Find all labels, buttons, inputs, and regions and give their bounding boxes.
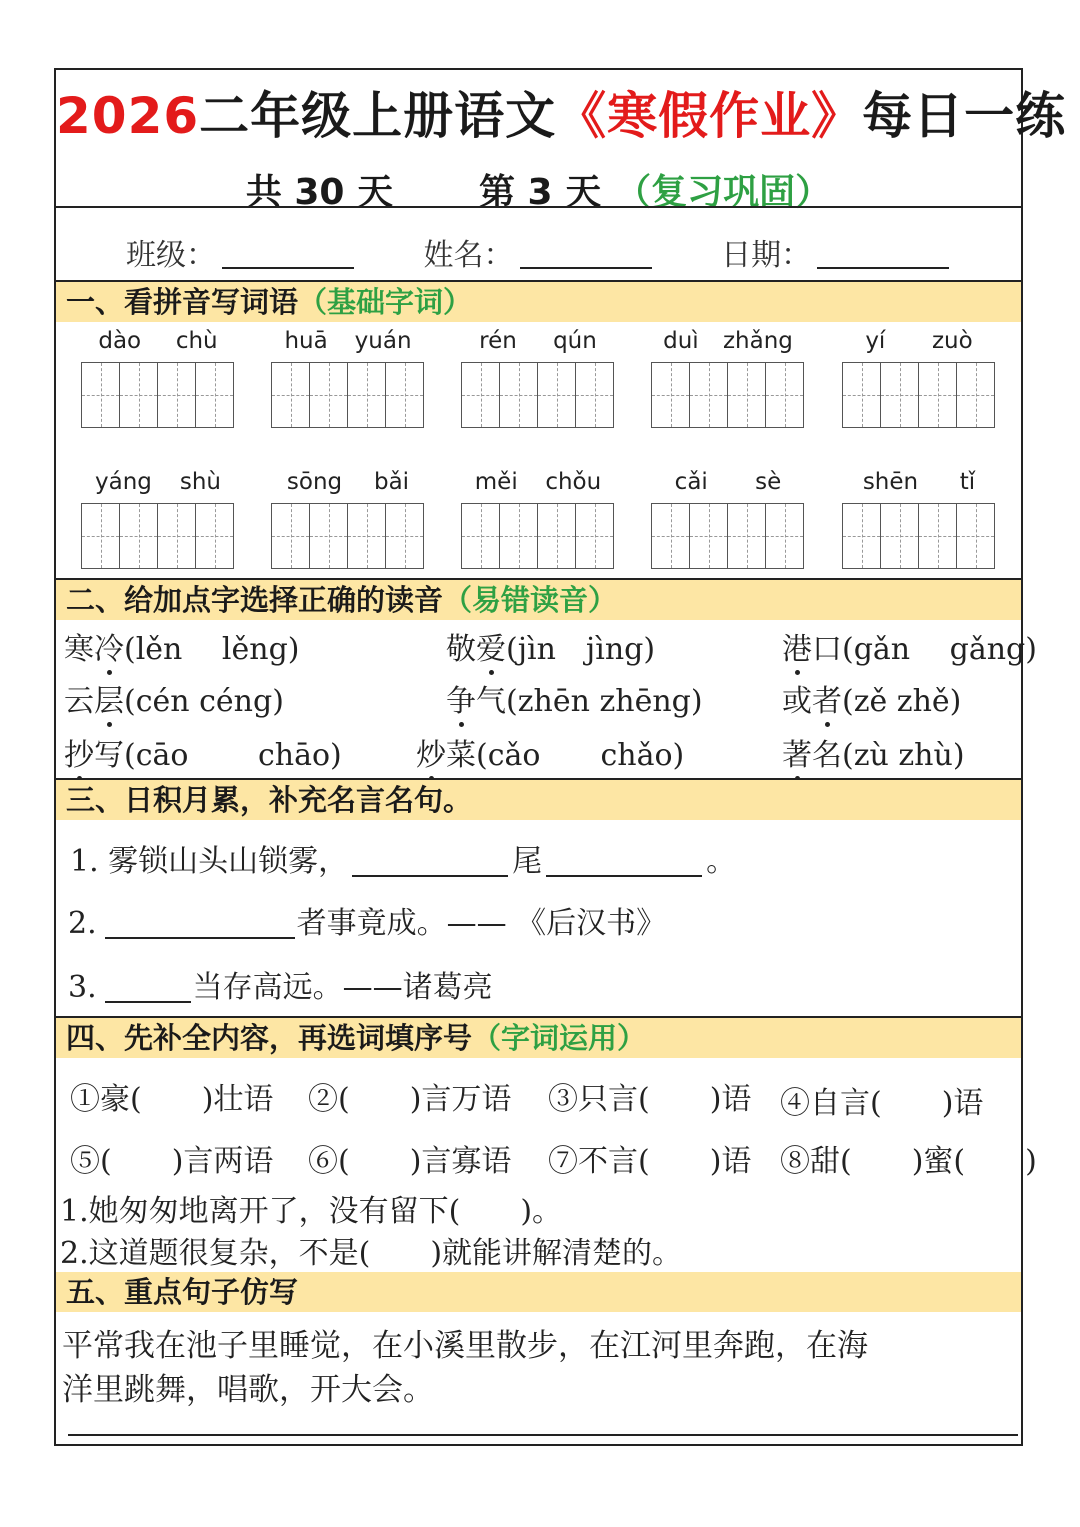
page-title [56,76,1067,148]
reading-options[interactable]: (zù zhù) [842,738,965,773]
section1-title: 一、看拼音写词语 [66,285,299,319]
idiom-item[interactable]: ①豪( )壮语 [70,1082,274,1117]
pinyin-syllable: sè [755,469,782,495]
quote-2 [68,898,666,942]
tianzi-grid[interactable] [651,362,804,428]
class-blank[interactable] [222,239,354,269]
name-field [424,230,652,274]
tianzi-grid[interactable] [271,503,424,569]
section3-heading [56,780,1021,820]
pinyin-syllable: zhǎng [722,328,793,354]
pinyin-item [271,328,425,428]
dotted-char: 港 [782,632,812,667]
section2-heading [56,580,1021,620]
dotted-char: 争 [446,684,476,719]
quote-1-blank-b[interactable] [546,849,702,877]
name-blank[interactable] [520,239,652,269]
quote-1-text: 1. 雾锁山头山锁雾， [70,844,349,879]
tianzi-grid[interactable] [271,362,424,428]
tianzi-grid[interactable] [651,503,804,569]
pinyin-syllable: dào [98,328,142,354]
dotted-char: 著 [782,738,812,773]
quote-3-blank[interactable] [105,975,191,1003]
model-sentence-line2: 洋里跳舞，唱歌，开大会。 [62,1372,434,1408]
fill-sentence-2[interactable]: 2.这道题很复杂，不是( )就能讲解清楚的。 [60,1236,683,1271]
quote-2-blank[interactable] [105,911,295,939]
reading-options[interactable]: (cǎo chǎo) [476,738,685,773]
section4-title: 四、先补全内容，再选词填序号 [66,1021,473,1055]
section2-tag: （易错读音） [443,583,618,617]
reading-item [782,730,965,774]
idiom-item[interactable]: ④自言( )语 [780,1086,984,1121]
pinyin-syllable: zuò [931,328,973,354]
reading-char: 口 [812,632,842,667]
reading-options[interactable]: (cāo chāo) [124,738,342,773]
day-note: （复习巩固） [615,172,832,213]
pinyin-item [842,328,996,428]
title-work: 《寒假作业》 [556,87,863,145]
pinyin-item [651,328,805,428]
quote-2-num: 2. [68,906,97,941]
reading-item [446,676,703,720]
pinyin-item [461,328,615,428]
date-field [721,230,949,274]
section1-tag: （基础字词） [298,285,473,319]
tianzi-grid[interactable] [461,362,614,428]
idiom-item[interactable]: ⑦不言( )语 [548,1144,752,1179]
pinyin-item [842,469,996,569]
idiom-item[interactable]: ②( )言万语 [308,1082,512,1117]
pinyin-syllable: cǎi [674,469,708,495]
reading-item [782,624,1037,668]
dotted-char: 者 [812,684,842,719]
worksheet [54,68,1067,1446]
pinyin-syllable: měi [474,469,518,495]
reading-item [782,676,961,720]
tianzi-grid[interactable] [842,503,995,569]
title-year: 2026 [56,87,200,145]
reading-options[interactable]: (gǎn gǎng) [842,632,1037,667]
pinyin-syllable: qún [553,328,597,354]
dotted-char: 层 [94,684,124,719]
section4-tag: （字词运用） [472,1021,647,1055]
tianzi-grid[interactable] [81,503,234,569]
reading-char: 气 [476,684,506,719]
dotted-char: 抄 [64,738,94,773]
reading-item [64,624,300,668]
reading-item [64,676,284,720]
section5-title: 五、重点句子仿写 [66,1275,299,1309]
dotted-char: 冷 [94,632,124,667]
pinyin-syllable: yáng [94,469,152,495]
quote-1-end: 。 [706,844,737,879]
dotted-char: 爱 [476,632,506,667]
reading-options[interactable]: (zě zhě) [842,684,962,719]
date-label: 日期： [721,238,812,273]
pinyin-item [81,469,235,569]
divider [56,206,1021,208]
tianzi-grid[interactable] [461,503,614,569]
total-days: 共 30 天 [245,172,394,213]
section3-title: 三、日积月累，补充名言名句。 [66,783,473,817]
quote-3-text: 当存高远。——诸葛亮 [192,970,493,1005]
day-label: 第 3 天 [479,172,602,213]
student-info [126,230,1009,274]
quote-1-mid: 尾 [512,844,543,879]
pinyin-syllable: yí [865,328,886,354]
class-label: 班级： [126,238,216,273]
model-sentence-line1: 平常我在池子里睡觉，在小溪里散步，在江河里奔跑，在海 [62,1328,868,1364]
pinyin-syllable: shù [179,469,221,495]
pinyin-syllable: yuán [354,328,412,354]
tianzi-grid[interactable] [81,362,234,428]
idiom-item[interactable]: ③只言( )语 [548,1082,752,1117]
reading-item [64,730,342,774]
fill-sentence-1[interactable]: 1.她匆匆地离开了，没有留下( )。 [60,1194,563,1229]
reading-item [446,624,655,668]
pinyin-item [271,469,425,569]
pinyin-syllable: duì [663,328,699,354]
quote-2-text: 者事竟成。—— 《后汉书》 [296,906,667,941]
idiom-item[interactable]: ⑧甜( )蜜( ) [780,1144,1037,1179]
title-daily: 每日一练 [862,87,1067,145]
reading-char: 寒 [64,632,94,667]
name-label: 姓名： [423,238,514,273]
date-blank[interactable] [817,239,949,269]
dotted-char: 炒 [416,738,446,773]
quote-3 [68,962,493,1006]
pinyin-syllable: bǎi [373,469,410,495]
pinyin-syllable: sōng [286,469,343,495]
pinyin-item [81,328,235,428]
reading-options[interactable]: (cén céng) [124,684,284,719]
pinyin-item [651,469,805,569]
reading-options[interactable]: (zhēn zhēng) [506,684,703,719]
section4-heading [56,1018,1021,1058]
reading-char: 云 [64,684,94,719]
answer-line[interactable] [68,1434,1018,1436]
reading-options[interactable]: (jìn jìng) [506,632,656,667]
reading-char: 菜 [446,738,476,773]
title-grade: 二年级上册语文 [199,87,557,145]
quote-1 [70,836,736,880]
pinyin-item [461,469,615,569]
pinyin-syllable: chù [175,328,218,354]
pinyin-syllable: tǐ [959,469,976,495]
reading-char: 敬 [446,632,476,667]
pinyin-syllable: huā [284,328,328,354]
reading-char: 或 [782,684,812,719]
quote-1-blank-a[interactable] [352,849,508,877]
reading-item [416,730,684,774]
idiom-item[interactable]: ⑤( )言两语 [70,1144,274,1179]
reading-char: 写 [94,738,124,773]
class-field [126,230,354,274]
idiom-item[interactable]: ⑥( )言寡语 [308,1144,512,1179]
section5-heading [56,1272,1021,1312]
pinyin-syllable: shēn [862,469,919,495]
section2-title: 二、给加点字选择正确的读音 [66,583,444,617]
reading-char: 名 [812,738,842,773]
tianzi-grid[interactable] [842,362,995,428]
pinyin-syllable: chǒu [545,469,602,495]
quote-3-num: 3. [68,970,97,1005]
section1-heading [56,282,1021,322]
pinyin-syllable: rén [479,328,517,354]
reading-options[interactable]: (lěn lěng) [124,632,300,667]
